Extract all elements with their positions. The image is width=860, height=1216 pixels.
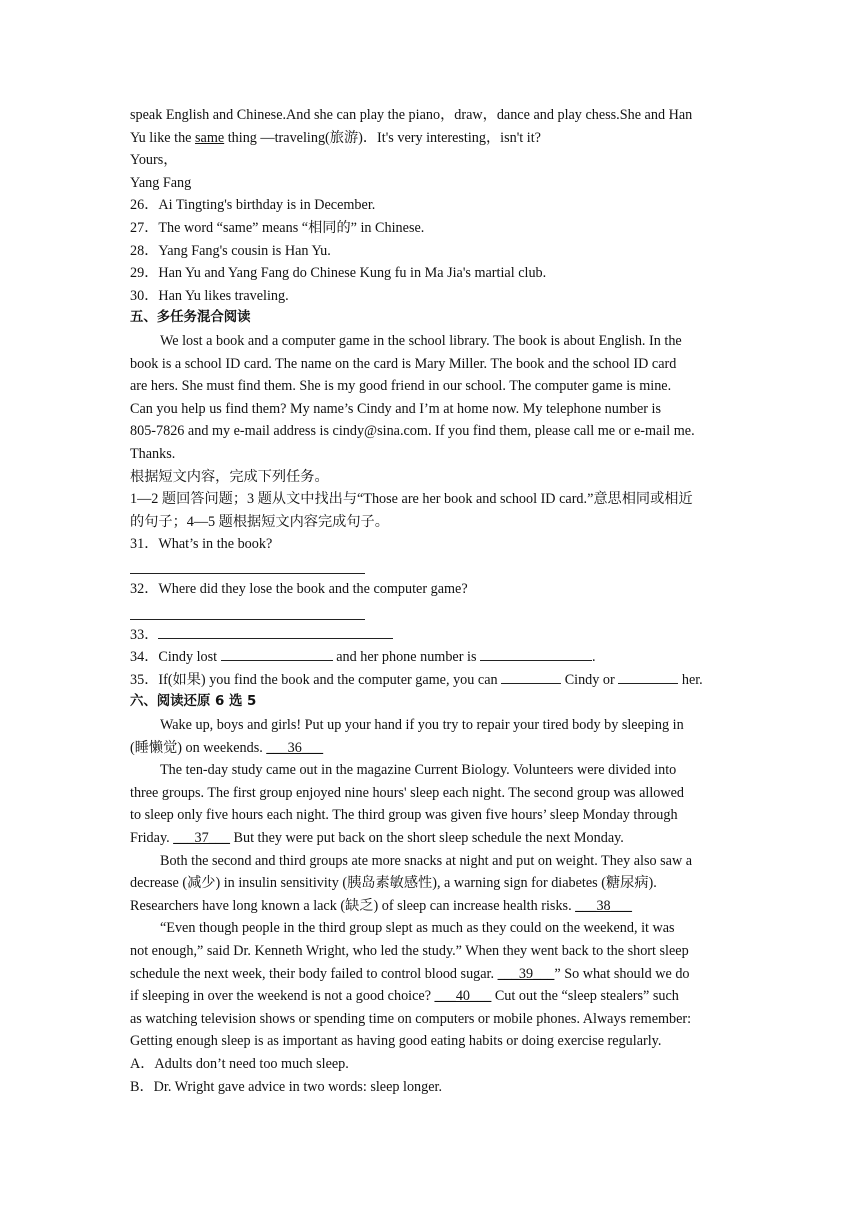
letter-line: speak English and Chinese.And she can play the piano，draw，dance and play chess.She and Han (130, 107, 693, 123)
passage-line: 805-7826 and my e-mail address is cindy@sina.com. If you find them, please call me or e-mail me. (130, 423, 695, 440)
passage-line: are hers. She must find them. She is my good friend in our school. The computer game is mine. (130, 378, 672, 395)
passage-line: “Even though people in the third group slept as much as they could on the weekend, it was (160, 920, 675, 937)
letter-line: Yu like the same thing —traveling(旅游)．It's very interesting，isn't it? (130, 129, 541, 146)
instruction: 1—2 题回答问题；3 题从文中找出与“Those are her book and school ID card.”意思相同或相近 (130, 491, 693, 508)
passage-line: Wake up, boys and girls! Put up your hand if you try to repair your tired body by sleeping in (160, 717, 684, 734)
passage-line: We lost a book and a computer game in the school library. The book is about English. In the (160, 332, 682, 349)
true-false-item: 30．Han Yu likes traveling. (130, 287, 289, 304)
passage-line: Thanks. (130, 445, 176, 462)
instruction: 的句子；4—5 题根据短文内容完成句子。 (130, 513, 389, 530)
passage-line: book is a school ID card. The name on the card is Mary Miller. The book and the school ID card (130, 355, 677, 372)
blank-37[interactable]: ___37___ (173, 830, 230, 846)
option-a: A．Adults don’t need too much sleep. (130, 1055, 349, 1072)
section-heading: 五、多任务混合阅读 (130, 310, 251, 326)
blank-40[interactable]: ___40___ (434, 988, 492, 1005)
instruction: 根据短文内容，完成下列任务。 (130, 468, 329, 485)
passage-line: to sleep only five hours each night. The third group was given five hours’ sleep Monday through (130, 807, 678, 824)
answer-blank-34a[interactable] (221, 646, 333, 661)
option-b: B．Dr. Wright gave advice in two words: sleep longer. (130, 1078, 443, 1095)
answer-blank-34b[interactable] (480, 646, 592, 661)
passage-line: Getting enough sleep is as important as having good eating habits or doing exercise regularly. (130, 1033, 662, 1050)
passage-line: schedule the next week, their body failed to control blood sugar. ___39___” So what should we do (130, 965, 690, 982)
question-32: 32．Where did they lose the book and the computer game? (130, 581, 468, 598)
answer-line-32[interactable] (130, 601, 740, 624)
passage-line: if sleeping in over the weekend is not a good choice? ___40___ Cut out the “sleep stealers” such (130, 988, 679, 1005)
true-false-item: 27．The word “same” means “相同的” in Chinese. (130, 219, 425, 236)
underlined-word: same (195, 129, 225, 146)
passage-line: three groups. The first group enjoyed nine hours' sleep each night. The second group was allowed (130, 784, 685, 801)
question-31: 31．What’s in the book? (130, 536, 273, 553)
letter-signature: Yang Fang (130, 174, 192, 191)
answer-line-31[interactable] (130, 556, 740, 579)
answer-blank-35a[interactable] (501, 669, 561, 684)
blank-39[interactable]: ___39___ (497, 965, 555, 982)
document-content (130, 104, 740, 1098)
question-35: 35．If(如果) you find the book and the computer game, you can Cindy or her. (130, 669, 740, 692)
question-33: 33． (130, 624, 740, 647)
answer-blank-35b[interactable] (618, 669, 678, 684)
question-34: 34．Cindy lost and her phone number is . (130, 646, 740, 669)
passage-line: not enough,” said Dr. Kenneth Wright, who led the study.” When they went back to the short sleep (130, 942, 689, 959)
passage-line: Researchers have long known a lack (缺乏) of sleep can increase health risks. ___38___ (130, 897, 632, 914)
blank-38[interactable]: ___38___ (575, 897, 632, 914)
passage-line: The ten-day study came out in the magazine Current Biology. Volunteers were divided into (160, 762, 677, 779)
true-false-item: 29．Han Yu and Yang Fang do Chinese Kung fu in Ma Jia's martial club. (130, 265, 547, 282)
passage-line: Can you help us find them? My name’s Cindy and I’m at home now. My telephone number is (130, 400, 662, 417)
passage-line: Both the second and third groups ate more snacks at night and put on weight. They also saw a (160, 852, 693, 869)
true-false-item: 28．Yang Fang's cousin is Han Yu. (130, 242, 331, 259)
letter-closing: Yours， (130, 152, 178, 169)
answer-blank-33[interactable] (158, 624, 393, 639)
blank-36[interactable]: ___36___ (266, 739, 324, 756)
passage-line: (睡懒觉) on weekends. ___36___ (130, 739, 324, 756)
true-false-item: 26．Ai Tingting's birthday is in December. (130, 197, 376, 214)
passage-line: as watching television shows or spending time on computers or mobile phones. Always remember: (130, 1010, 692, 1027)
section-heading: 六、阅读还原 6 选 5 (130, 694, 257, 710)
passage-line: Friday. ___37___ But they were put back on the short sleep schedule the next Monday. (130, 830, 624, 846)
passage-line: decrease (减少) in insulin sensitivity (胰岛素敏感性), a warning sign for diabetes (糖尿病). (130, 875, 657, 892)
